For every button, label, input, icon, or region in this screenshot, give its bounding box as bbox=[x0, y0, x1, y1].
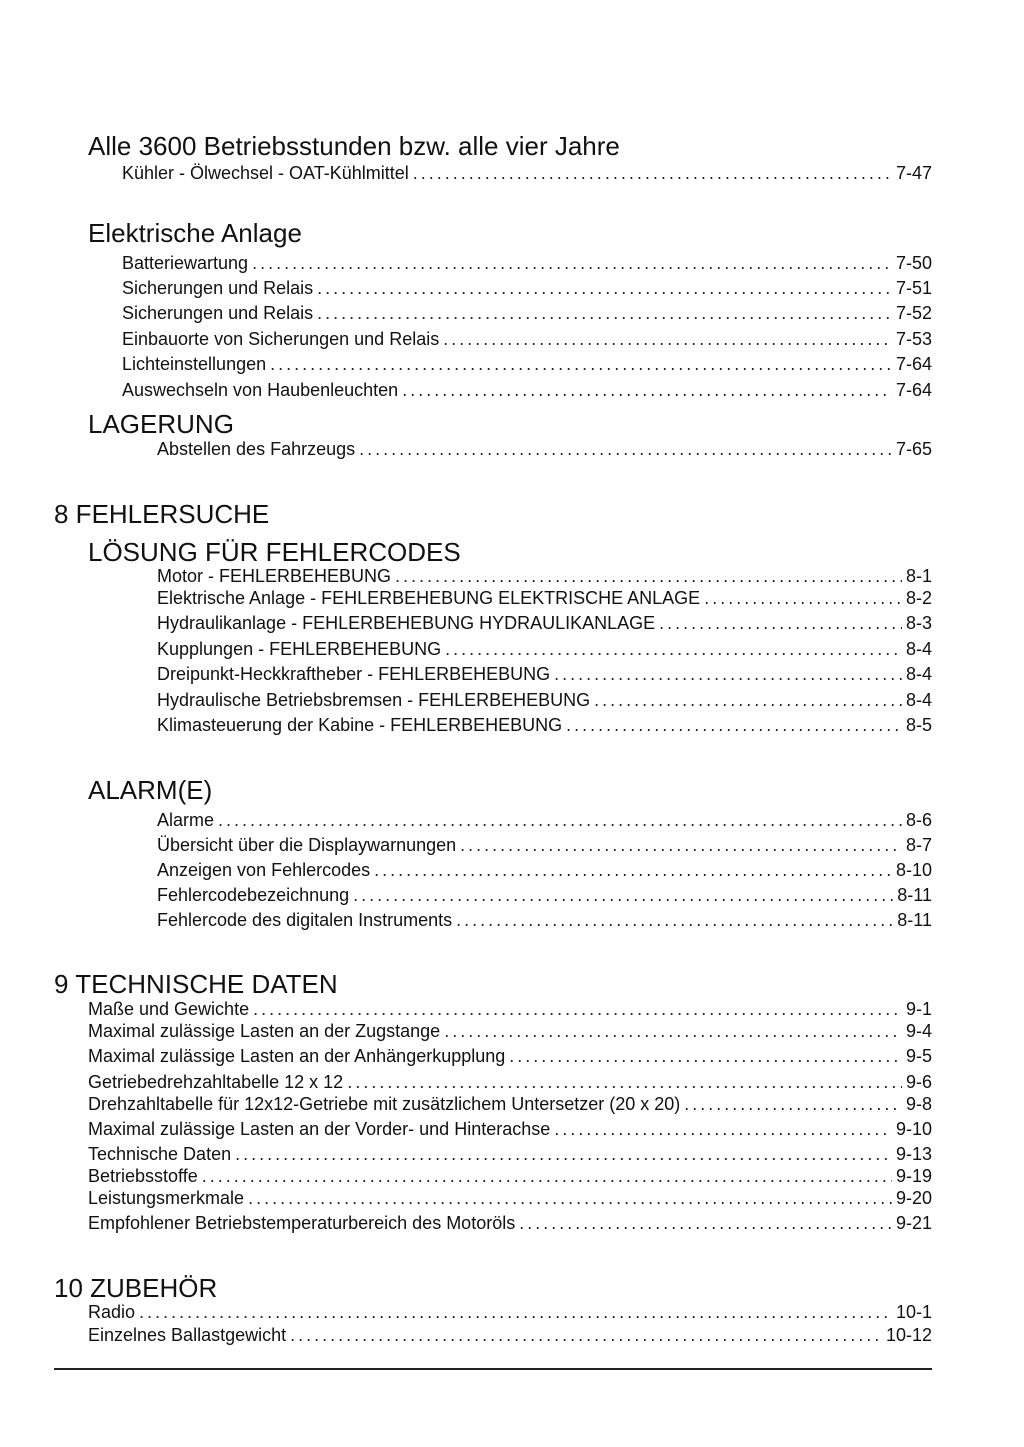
toc-entry-page: 7-52 bbox=[895, 303, 932, 323]
toc-entry-page: 8-10 bbox=[895, 860, 932, 880]
toc-entry[interactable] bbox=[157, 834, 932, 856]
leader-dots bbox=[444, 1020, 902, 1042]
toc-entry-label: Drehzahltabelle für 12x12-Getriebe mit zusätzlichem Untersetzer (20 x 20) bbox=[88, 1094, 681, 1114]
toc-entry-label: Dreipunkt-Heckkraftheber - FEHLERBEHEBUNG bbox=[157, 664, 551, 684]
toc-entry[interactable] bbox=[88, 1143, 932, 1165]
toc-entry-label: Elektrische Anlage - FEHLERBEHEBUNG ELEKTRISCHE ANLAGE bbox=[157, 588, 701, 608]
toc-entry[interactable] bbox=[88, 1071, 932, 1093]
leader-dots bbox=[202, 1165, 892, 1187]
leader-dots bbox=[519, 1212, 892, 1234]
toc-entry-page: 9-20 bbox=[895, 1188, 932, 1208]
toc-entry-label: Auswechseln von Haubenleuchten bbox=[122, 380, 399, 400]
toc-entry-page: 9-4 bbox=[905, 1021, 932, 1041]
toc-entry-page: 8-7 bbox=[905, 835, 932, 855]
toc-entry[interactable] bbox=[88, 1301, 932, 1323]
leader-dots bbox=[290, 1324, 882, 1346]
toc-entry-page: 8-3 bbox=[905, 613, 932, 633]
toc-entry[interactable] bbox=[88, 1045, 932, 1067]
toc-entry-page: 8-1 bbox=[905, 566, 932, 586]
toc-entry[interactable] bbox=[157, 909, 932, 931]
toc-entry[interactable] bbox=[88, 1118, 932, 1140]
toc-entry-label: Lichteinstellungen bbox=[122, 354, 267, 374]
leader-dots bbox=[395, 565, 902, 587]
toc-entry-page: 7-64 bbox=[895, 354, 932, 374]
toc-entry-label: Einbauorte von Sicherungen und Relais bbox=[122, 329, 440, 349]
toc-entry-label: Getriebedrehzahltabelle 12 x 12 bbox=[88, 1072, 344, 1092]
toc-entry-page: 8-11 bbox=[897, 885, 932, 905]
toc-entry-page: 8-5 bbox=[905, 715, 932, 735]
section-heading-lagerung: LAGERUNG bbox=[88, 409, 234, 439]
toc-entry[interactable] bbox=[157, 587, 932, 609]
toc-entry-page: 8-11 bbox=[897, 910, 932, 930]
toc-entry-label: Maße und Gewichte bbox=[88, 999, 250, 1019]
toc-entry-page: 9-19 bbox=[895, 1166, 932, 1186]
toc-entry-page: 7-47 bbox=[895, 163, 932, 183]
toc-entry-label: Anzeigen von Fehlercodes bbox=[157, 860, 371, 880]
toc-entry-label: Technische Daten bbox=[88, 1144, 232, 1164]
leader-dots bbox=[594, 689, 902, 711]
section-heading-loesung-fehlercodes: LÖSUNG FÜR FEHLERCODES bbox=[88, 537, 461, 567]
toc-entry-label: Maximal zulässige Lasten an der Vorder- und Hinterachse bbox=[88, 1119, 551, 1139]
toc-entry[interactable] bbox=[157, 638, 932, 660]
toc-entry-page: 7-50 bbox=[895, 253, 932, 273]
toc-entry-label: Batteriewartung bbox=[122, 253, 249, 273]
toc-entry-label: Leistungsmerkmale bbox=[88, 1188, 245, 1208]
toc-entry-page: 9-13 bbox=[895, 1144, 932, 1164]
toc-entry[interactable] bbox=[122, 277, 932, 299]
leader-dots bbox=[445, 638, 902, 660]
toc-entry-label: Hydraulikanlage - FEHLERBEHEBUNG HYDRAULIKANLAGE bbox=[157, 613, 656, 633]
toc-entry[interactable] bbox=[157, 663, 932, 685]
footer-rule bbox=[54, 1368, 932, 1370]
leader-dots bbox=[413, 162, 892, 184]
leader-dots bbox=[554, 663, 902, 685]
leader-dots bbox=[684, 1093, 902, 1115]
toc-entry-label: Einzelnes Ballastgewicht bbox=[88, 1325, 287, 1345]
leader-dots bbox=[353, 884, 893, 906]
toc-entry-page: 9-21 bbox=[895, 1213, 932, 1233]
toc-entry[interactable] bbox=[122, 328, 932, 350]
toc-entry[interactable] bbox=[157, 612, 932, 634]
leader-dots bbox=[443, 328, 892, 350]
leader-dots bbox=[253, 998, 902, 1020]
leader-dots bbox=[248, 1187, 892, 1209]
toc-entry[interactable] bbox=[157, 859, 932, 881]
leader-dots bbox=[704, 587, 902, 609]
leader-dots bbox=[554, 1118, 892, 1140]
leader-dots bbox=[218, 809, 902, 831]
toc-entry-label: Klimasteuerung der Kabine - FEHLERBEHEBUNG bbox=[157, 715, 563, 735]
toc-entry[interactable] bbox=[88, 1020, 932, 1042]
section-heading-3600h: Alle 3600 Betriebsstunden bzw. alle vier Jahre bbox=[88, 131, 620, 161]
toc-entry[interactable] bbox=[122, 252, 932, 274]
toc-entry-page: 7-51 bbox=[895, 278, 932, 298]
chapter-heading-10: 10 ZUBEHÖR bbox=[54, 1273, 218, 1303]
toc-entry-label: Abstellen des Fahrzeugs bbox=[157, 439, 356, 459]
toc-entry-page: 9-8 bbox=[905, 1094, 932, 1114]
toc-entry[interactable] bbox=[88, 1324, 932, 1346]
leader-dots bbox=[317, 302, 892, 324]
toc-entry-label: Betriebsstoffe bbox=[88, 1166, 198, 1186]
toc-entry-page: 10-12 bbox=[885, 1325, 932, 1345]
toc-entry-page: 7-53 bbox=[895, 329, 932, 349]
leader-dots bbox=[317, 277, 892, 299]
toc-entry-page: 9-1 bbox=[905, 999, 932, 1019]
leader-dots bbox=[460, 834, 902, 856]
leader-dots bbox=[359, 438, 892, 460]
toc-entry-page: 8-2 bbox=[905, 588, 932, 608]
toc-entry-label: Radio bbox=[88, 1302, 136, 1322]
leader-dots bbox=[252, 252, 892, 274]
toc-entry[interactable] bbox=[88, 998, 932, 1020]
toc-entry-label: Alarme bbox=[157, 810, 215, 830]
toc-entry-label: Hydraulische Betriebsbremsen - FEHLERBEHEBUNG bbox=[157, 690, 591, 710]
toc-entry-label: Maximal zulässige Lasten an der Zugstange bbox=[88, 1021, 441, 1041]
leader-dots bbox=[456, 909, 893, 931]
toc-entry[interactable] bbox=[157, 809, 932, 831]
leader-dots bbox=[659, 612, 902, 634]
leader-dots bbox=[270, 353, 892, 375]
toc-entry-label: Motor - FEHLERBEHEBUNG bbox=[157, 566, 392, 586]
toc-entry-label: Maximal zulässige Lasten an der Anhängerkupplung bbox=[88, 1046, 506, 1066]
toc-entry[interactable] bbox=[88, 1187, 932, 1209]
leader-dots bbox=[402, 379, 892, 401]
leader-dots bbox=[374, 859, 892, 881]
chapter-heading-9: 9 TECHNISCHE DATEN bbox=[54, 969, 338, 999]
toc-entry-label: Sicherungen und Relais bbox=[122, 278, 314, 298]
toc-entry[interactable] bbox=[157, 565, 932, 587]
toc-entry-label: Kupplungen - FEHLERBEHEBUNG bbox=[157, 639, 442, 659]
toc-entry-page: 9-5 bbox=[905, 1046, 932, 1066]
toc-entry-page: 9-6 bbox=[905, 1072, 932, 1092]
toc-entry[interactable] bbox=[157, 689, 932, 711]
toc-entry[interactable] bbox=[88, 1165, 932, 1187]
toc-entry[interactable] bbox=[122, 379, 932, 401]
section-heading-alarme: ALARM(E) bbox=[88, 775, 213, 805]
toc-entry-page: 7-65 bbox=[895, 439, 932, 459]
chapter-heading-8: 8 FEHLERSUCHE bbox=[54, 499, 270, 529]
toc-entry[interactable] bbox=[88, 1093, 932, 1115]
leader-dots bbox=[139, 1301, 892, 1323]
toc-entry-label: Übersicht über die Displaywarnungen bbox=[157, 835, 457, 855]
leader-dots bbox=[566, 714, 902, 736]
toc-entry[interactable] bbox=[157, 884, 932, 906]
toc-entry-page: 9-10 bbox=[895, 1119, 932, 1139]
toc-entry-page: 8-6 bbox=[905, 810, 932, 830]
toc-entry-label: Sicherungen und Relais bbox=[122, 303, 314, 323]
toc-entry-page: 7-64 bbox=[895, 380, 932, 400]
toc-entry-label: Kühler - Ölwechsel - OAT-Kühlmittel bbox=[122, 163, 409, 183]
toc-entry[interactable] bbox=[122, 353, 932, 375]
toc-entry[interactable] bbox=[157, 714, 932, 736]
toc-entry[interactable] bbox=[157, 438, 932, 460]
toc-entry-label: Fehlercode des digitalen Instruments bbox=[157, 910, 453, 930]
toc-entry-page: 8-4 bbox=[905, 690, 932, 710]
toc-entry-page: 10-1 bbox=[895, 1302, 932, 1322]
toc-entry[interactable] bbox=[122, 162, 932, 184]
toc-entry-label: Empfohlener Betriebstemperaturbereich des Motoröls bbox=[88, 1213, 516, 1233]
toc-entry[interactable] bbox=[88, 1212, 932, 1234]
toc-entry[interactable] bbox=[122, 302, 932, 324]
leader-dots bbox=[235, 1143, 892, 1165]
toc-entry-label: Fehlercodebezeichnung bbox=[157, 885, 350, 905]
section-heading-elektrische-anlage: Elektrische Anlage bbox=[88, 218, 302, 248]
leader-dots bbox=[509, 1045, 902, 1067]
leader-dots bbox=[347, 1071, 902, 1093]
toc-entry-page: 8-4 bbox=[905, 664, 932, 684]
toc-entry-page: 8-4 bbox=[905, 639, 932, 659]
